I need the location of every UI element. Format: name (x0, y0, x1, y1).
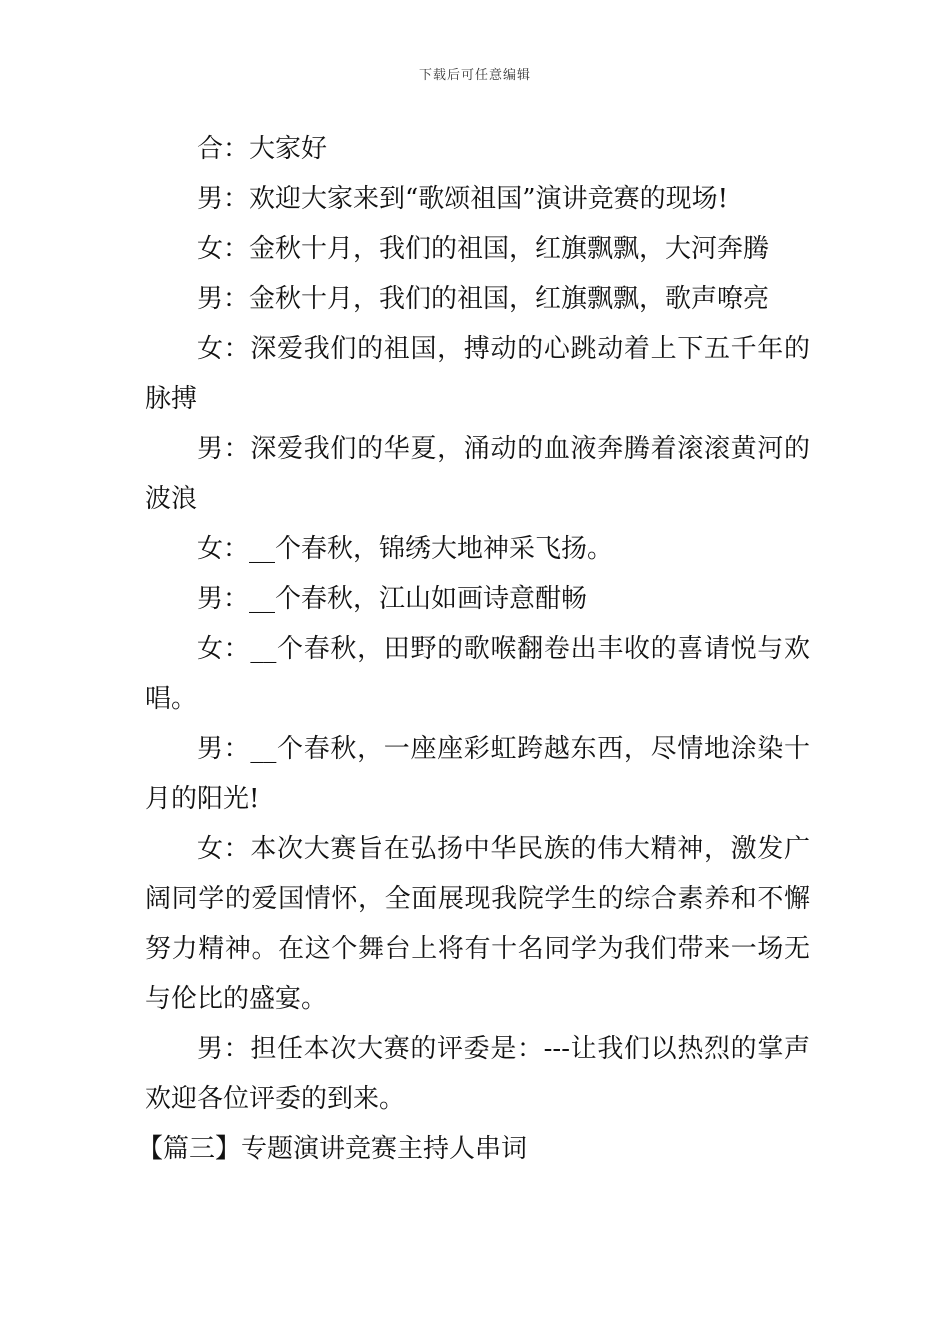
paragraph: 男：欢迎大家来到“歌颂祖国”演讲竞赛的现场! (197, 184, 729, 214)
paragraph: 女：__个春秋，田野的歌喉翻卷出丰收的喜请悦与欢唱。 (145, 634, 810, 714)
paragraph: 女：深爱我们的祖国，搏动的心跳动着上下五千年的脉搏 (145, 334, 810, 414)
paragraph: 女：金秋十月，我们的祖国，红旗飘飘，大河奔腾 (197, 234, 770, 264)
paragraph: 男：__个春秋，一座座彩虹跨越东西，尽情地涂染十月的阳光! (145, 734, 810, 814)
paragraph: 男：担任本次大赛的评委是：---让我们以热烈的掌声欢迎各位评委的到来。 (145, 1034, 810, 1114)
page-header: 下载后可任意编辑 (418, 68, 531, 83)
paragraph: 女：__个春秋，锦绣大地神采飞扬。 (197, 534, 614, 564)
paragraph: 合：大家好 (197, 134, 328, 164)
paragraph: 男：金秋十月，我们的祖国，红旗飘飘，歌声嘹亮 (197, 284, 770, 314)
paragraph: 女：本次大赛旨在弘扬中华民族的伟大精神，激发广阔同学的爱国情怀，全面展现我院学生的综合素养和不懈努力精神。在这个舞台上将有十名同学为我们带来一场无与伦比的盛宴。 (145, 834, 810, 1014)
document-body (137, 124, 810, 1174)
paragraph: 男：深爱我们的华夏，涌动的血液奔腾着滚滚黄河的波浪 (145, 434, 810, 514)
section-heading: 【篇三】专题演讲竞赛主持人串词 (137, 1134, 528, 1164)
paragraph: 男：__个春秋，江山如画诗意酣畅 (197, 584, 588, 614)
